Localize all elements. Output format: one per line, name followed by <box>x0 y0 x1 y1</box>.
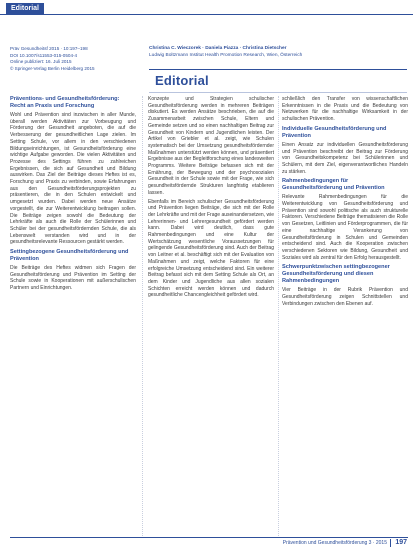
body-paragraph: schließlich den Transfer von wissenschaftlichen Erkenntnissen in die Praxis und die Bedeutung von Netzwerken für die nachhaltige Wirksamkeit in der schulischen Prävention. <box>282 96 408 123</box>
page-footer <box>0 537 413 549</box>
footer-rule <box>10 537 408 538</box>
body-paragraph: Konzepte und Strategien schulischer Gesundheitsförderung werden in mehreren Beiträgen diskutiert. Es werden Ansätze beschrieben, die auf die Zusammenarbeit zwischen Schule, Eltern und Gemeinde setzen und so einen nachhaltigen Beitrag zur Gesundheit von Kindern und Jugendlichen leisten. Der Artikel von Griebler et al. zeigt, wie Schulen systematisch bei der Umsetzung gesundheitsfördernder Maßnahmen unterstützt werden können, und präsentiert Ergebnisse aus der Begleitforschung eines landesweiten Programms. Weitere Beiträge befassen sich mit der Ernährung, der Bewegung und der psychosozialen Gesundheit in der Schule sowie mit der Frage, wie sich gesundheitsfördernde Strukturen langfristig etablieren lassen. <box>148 96 274 196</box>
meta-line: DOI 10.1007/s11553-015-0504-4 <box>10 52 78 58</box>
section-heading: Settingbezogene Gesundheitsförderung und Prävention <box>10 249 129 263</box>
body-paragraph: Vier Beiträge in der Rubrik Prävention und Gesundheitsförderung zeigen Schnittstellen und Verbindungen zwischen den Ebenen auf. <box>282 287 408 307</box>
section-heading: Präventions- und Gesundheitsförderung: Recht an Praxis und Forschung <box>10 96 120 109</box>
body-paragraph: Wohl und Prävention sind inzwischen in aller Munde, überall werden Aktivitäten zur Vorbeugung und Förderung der Gesundheit angeboten, die auf die Verbesserung der gesundheitlichen Lage zielen. Im Setting Schule, vor allem in den verschiedenen Bildungseinrichtungen, ist Gesundheitsförderung eine wichtige Aufgabe geworden. Die vielen Aktivitäten und Prozesse des Settings führen zu zahlreichen Ergebnissen, die sich auf Gesundheit und Bildung auswirken. Das Ziel der Beiträge dieses Heftes ist es, Forschung und Praxis zu verbinden, sowie Erfahrungen aus den Gesundheitsförderungsprojekten zu präsentieren, die in den Schulen entwickelt und umgesetzt wurden. Dabei werden neue Ansätze vorgestellt, die zur Weiterentwicklung beitragen sollen. Die Beiträge zeigen sowohl die Bedeutung der Lehrkräfte als auch die Rolle der Schülerinnen und Schüler bei der gesundheitsfördernden Schule, die als Lebenswelt verstanden wird und in der gesundheitsrelevante Ressourcen gestärkt werden. <box>10 112 136 246</box>
text-column-3 <box>282 96 408 536</box>
meta-line: © Springer-Verlag Berlin Heidelberg 2015 <box>10 65 95 71</box>
section-heading: Rahmenbedingungen für Gesundheitsförderung und Prävention <box>282 178 385 192</box>
column-divider <box>142 96 143 536</box>
section-heading: Schwerpunktzwischen settingbezogener Gesundheitsförderung und diesen Rahmenbedingungen <box>282 264 390 285</box>
footer-divider <box>390 539 391 547</box>
title-area <box>149 69 407 93</box>
author-block <box>149 46 407 59</box>
page-number: 197 <box>395 539 407 546</box>
text-column-1 <box>10 96 136 536</box>
article-meta <box>10 46 140 72</box>
section-tab-label: Editorial <box>6 3 44 14</box>
column-divider <box>278 96 279 536</box>
page-title: Editorial <box>155 73 209 88</box>
text-column-2 <box>148 96 274 536</box>
author-affiliation: Ludwig Boltzmann Institut Health Promotion Research, Wien, Österreich <box>149 52 303 58</box>
author-names: Christina C. Wieczorek · Daniela Piazza · Christina Dietscher <box>149 46 287 51</box>
body-paragraph: Relevante Rahmenbedingungen für die Weiterentwicklung von Gesundheitsförderung und Prävention sind sowohl politische als auch strukturelle Faktoren. Verschiedene Beiträge thematisieren die Rolle von Gesetzen, Leitlinien und Förderprogrammen, die für eine nachhaltige Verankerung von Gesundheitsförderung in Schulen und Gemeinden entscheidend sind. Auch die Kooperation zwischen verschiedenen Sektoren wie Bildung, Gesundheit und Soziales wird als zentral für den Erfolg herausgestellt. <box>282 194 408 261</box>
body-paragraph: Die Beiträge des Heftes widmen sich Fragen der Gesundheitsförderung und Prävention im Setting der Schule sowie in Kooperationen mit außerschulischen Partnern und Einrichtungen. <box>10 265 136 292</box>
meta-line: Online publiziert: 16. Juli 2015 <box>10 59 72 65</box>
footer-journal: Prävention und Gesundheitsförderung 3 · 2015 <box>282 540 387 546</box>
meta-line: Präv Gesundheitsf 2015 · 10:197–198 <box>10 46 88 51</box>
body-paragraph: Ebenfalls im Bereich schulischer Gesundheitsförderung und Prävention liegen Beiträge, die sich mit der Rolle der Lehrkräfte und mit der Frage auseinandersetzen, wie Lehrerinnen- und Lehrergesundheit gefördert werden kann. Dabei wird deutlich, dass gute Rahmenbedingungen und eine Kultur der Wertschätzung wesentliche Voraussetzungen für gelingende Gesundheitsförderung sind. Auch der Beitrag von Leitner et al. beschäftigt sich mit der Evaluation von Maßnahmen und zeigt, welche Faktoren für eine erfolgreiche Umsetzung entscheidend sind. Ein weiterer Beitrag befasst sich mit dem Setting Schule als Ort, an dem Kinder und Jugendliche aus allen sozialen Schichten erreicht werden können und dadurch gesundheitliche Chancengleichheit gefördert wird. <box>148 198 274 299</box>
body-paragraph: Einen Ansatz zur individuellen Gesundheitsförderung und Prävention beschreibt der Beitrag zur Förderung von Gesundheitskompetenz bei Schülerinnen und Schülern, mit dem Ziel, eigenverantwortliches Handeln zu stärken. <box>282 141 408 175</box>
section-heading: Individuelle Gesundheitsförderung und Prävention <box>282 125 387 139</box>
section-header <box>0 3 413 15</box>
